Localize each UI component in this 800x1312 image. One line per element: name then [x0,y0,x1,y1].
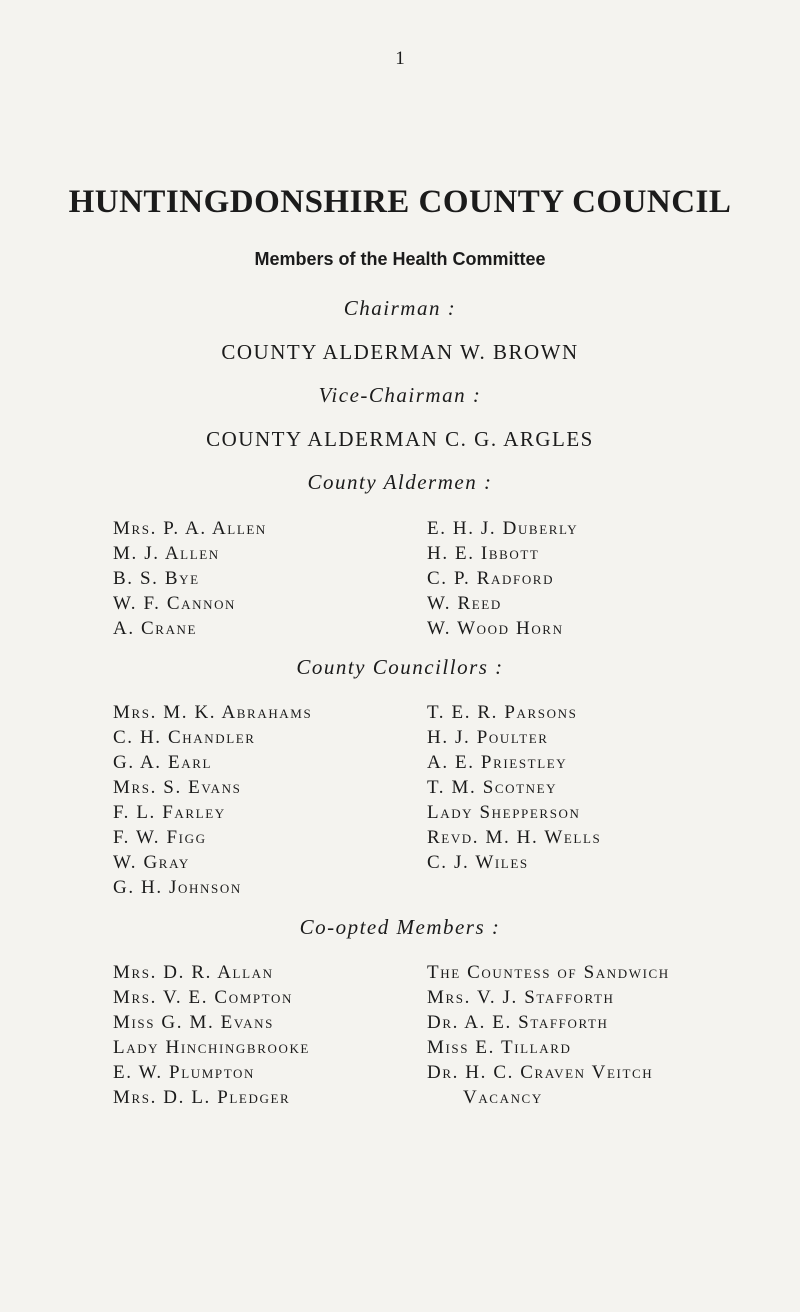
list-item: E. W. Plumpton [113,1062,256,1083]
list-item: A. E. Priestley [427,752,568,773]
coopted-heading: Co-opted Members : [299,915,501,939]
list-item: F. W. Figg [113,827,207,848]
list-item: Mrs. D. L. Pledger [113,1087,291,1108]
chairman-heading: Chairman : [343,296,457,320]
aldermen-right-list [427,516,578,641]
list-item: Dr. A. E. Stafforth [427,1012,609,1033]
coopted-left-list [113,960,310,1110]
list-item: Mrs. M. K. Abrahams [113,702,313,723]
list-item: T. E. R. Parsons [427,702,578,723]
list-item: H. J. Poulter [427,727,549,748]
list-item: C. H. Chandler [113,727,256,748]
vice-chairman-name: COUNTY ALDERMAN C. G. ARGLES [206,427,594,451]
list-item: Mrs. P. A. Allen [113,518,267,539]
list-item: Miss G. M. Evans [113,1012,274,1033]
councillors-right-list [427,700,601,875]
list-item: B. S. Bye [113,568,200,589]
list-item: Mrs. V. E. Compton [113,987,293,1008]
committee-subtitle: Members of the Health Committee [254,249,546,269]
document-title: HUNTINGDONSHIRE COUNTY COUNCIL [68,184,732,220]
list-item: W. Reed [427,593,502,614]
list-item: Revd. M. H. Wells [427,827,602,848]
list-item: C. P. Radford [427,568,555,589]
vice-chairman-heading: Vice-Chairman : [318,383,482,407]
list-item: T. M. Scotney [427,777,558,798]
list-item: F. L. Farley [113,802,226,823]
list-item: C. J. Wiles [427,852,529,873]
list-item: G. H. Johnson [113,877,242,898]
vacancy-item: Vacancy [463,1087,543,1108]
councillors-heading: County Councillors : [296,655,504,679]
councillors-left-list [113,700,312,900]
page-number: 1 [395,48,405,69]
chairman-name: COUNTY ALDERMAN W. BROWN [221,340,579,364]
list-item: Mrs. V. J. Stafforth [427,987,615,1008]
list-item: Lady Hinchingbrooke [113,1037,310,1058]
list-item: H. E. Ibbott [427,543,540,564]
list-item: W. Gray [113,852,190,873]
list-item: W. F. Cannon [113,593,237,614]
list-item: G. A. Earl [113,752,212,773]
list-item: W. Wood Horn [427,618,564,639]
aldermen-heading: County Aldermen : [307,470,493,494]
list-item: The Countess of Sandwich [427,962,670,983]
list-item: Dr. H. C. Craven Veitch [427,1062,654,1083]
list-item: Mrs. D. R. Allan [113,962,274,983]
list-item: Lady Shepperson [427,802,581,823]
list-item: E. H. J. Duberly [427,518,579,539]
list-item: A. Crane [113,618,198,639]
list-item: M. J. Allen [113,543,220,564]
coopted-right-list [427,960,670,1110]
list-item: Miss E. Tillard [427,1037,572,1058]
aldermen-left-list [113,516,267,641]
list-item: Mrs. S. Evans [113,777,242,798]
